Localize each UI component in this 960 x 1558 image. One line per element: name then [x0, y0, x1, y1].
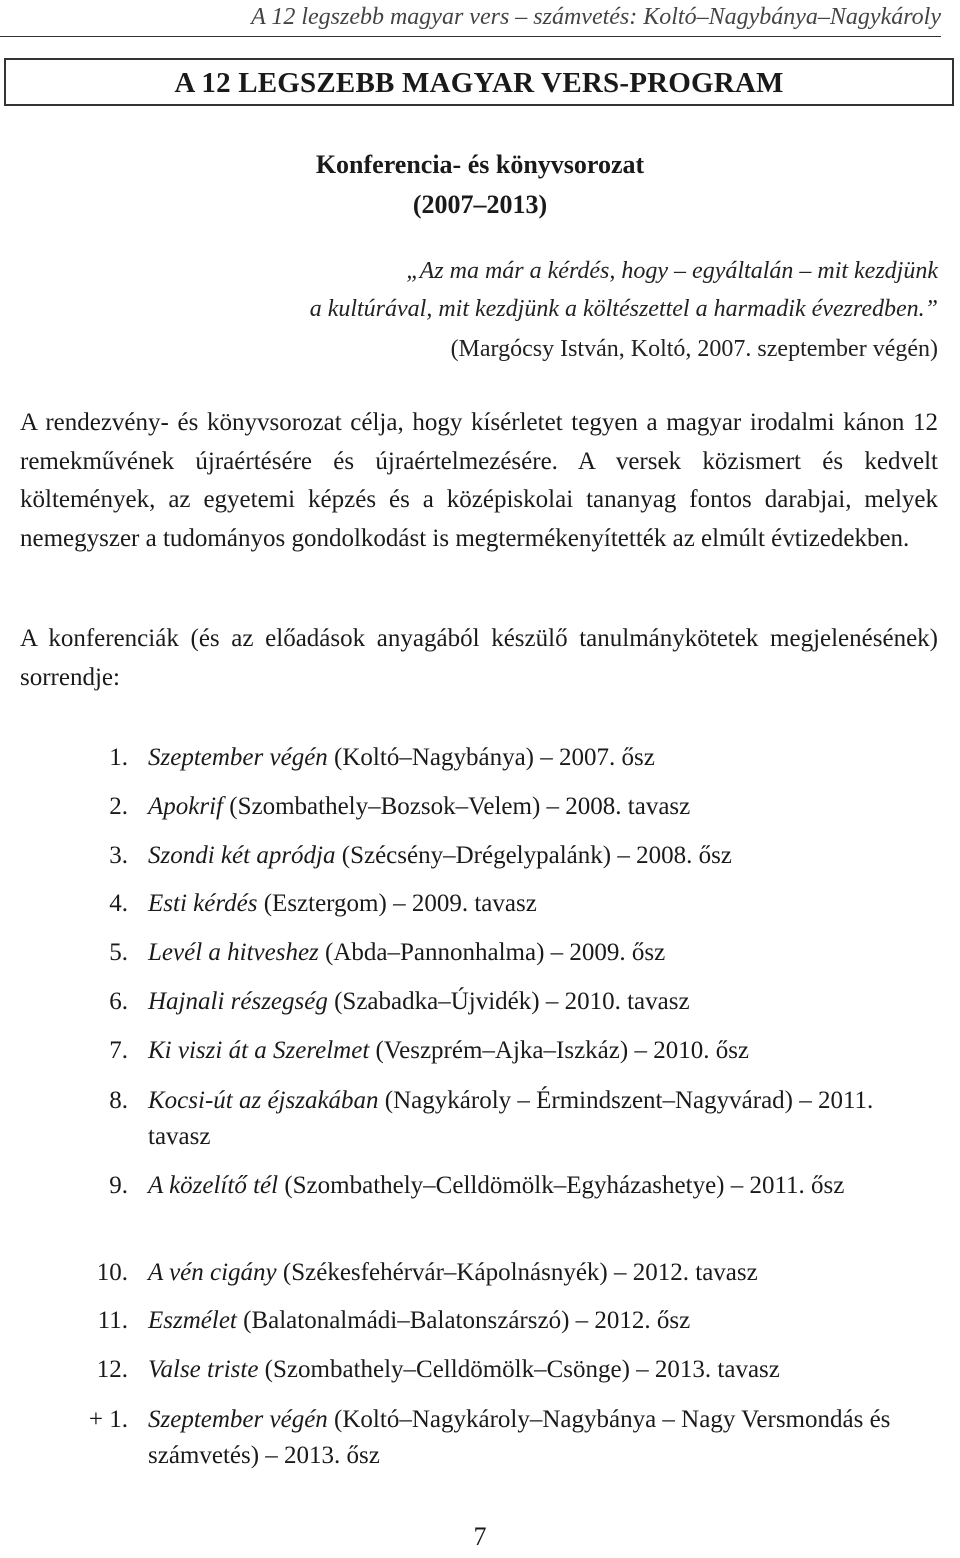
subtitle-years: (2007–2013) — [412, 190, 548, 219]
list-item-number: 12. — [96, 1356, 128, 1383]
list-item-details: (Szombathely–Bozsok–Velem) – 2008. tavasz — [223, 793, 691, 820]
poem-title: Kocsi-út az éjszakában — [148, 1087, 379, 1114]
list-item-number: 2. — [109, 793, 128, 820]
list-item-details: (Szabadka–Újvidék) – 2010. tavasz — [327, 988, 690, 1015]
list-item-number: 5. — [109, 939, 128, 966]
list-item-number: 3. — [109, 842, 128, 869]
poem-title: Szondi két apródja — [148, 842, 336, 869]
list-item-details: (Szombathely–Celldömölk–Egyházashetye) – 2011. ősz — [278, 1172, 845, 1199]
list-item-details: (Nagykároly – Érmindszent–Nagyvárad) – 2011. tavasz — [148, 1087, 874, 1150]
list-item-details: (Abda–Pannonhalma) – 2009. ősz — [318, 939, 666, 966]
quote-line-1: „Az ma már a kérdés, hogy – egyáltalán – mit kezdjünk — [406, 258, 938, 284]
list-item-number: 1. — [109, 744, 128, 771]
list-item-number: 8. — [109, 1087, 128, 1114]
poem-title: Hajnali részegség — [148, 988, 328, 1015]
page-number: 7 — [473, 1522, 487, 1551]
poem-title: Szeptember végén — [148, 1406, 328, 1433]
poem-title: Valse triste — [148, 1356, 259, 1383]
running-head: A 12 legszebb magyar vers – számvetés: Koltó–Nagybánya–Nagykároly — [0, 0, 941, 37]
list-item-details: (Szombathely–Celldömölk–Csönge) – 2013. tavasz — [258, 1356, 780, 1383]
list-item-details: (Szécsény–Drégelypalánk) – 2008. ősz — [335, 842, 732, 869]
poem-title: A közelítő tél — [148, 1172, 279, 1199]
poem-title: Eszmélet — [148, 1307, 237, 1334]
list-item-number: + 1. — [88, 1406, 128, 1433]
quote-line-2: a kultúrával, mit kezdjünk a költészettel a harmadik évezredben.” — [309, 296, 938, 322]
list-item-number: 9. — [109, 1172, 128, 1199]
order-paragraph: A konferenciák (és az előadások anyagából készülő tanulmánykötetek megjelenésének) sorrendje: — [20, 625, 938, 691]
list-item-number: 10. — [96, 1259, 128, 1286]
list-item-number: 6. — [109, 988, 128, 1015]
poem-title: Apokrif — [148, 793, 223, 820]
poem-title: Levél a hitveshez — [148, 939, 319, 966]
poem-title: Ki viszi át a Szerelmet — [148, 1037, 370, 1064]
list-item-number: 7. — [109, 1037, 128, 1064]
page-title: A 12 LEGSZEBB MAGYAR VERS-PROGRAM — [4, 58, 954, 106]
list-item-details: (Koltó–Nagybánya) – 2007. ősz — [327, 744, 655, 771]
list-item-details: (Székesfehérvár–Kápolnásnyék) – 2012. tavasz — [276, 1259, 758, 1286]
poem-title: Esti kérdés — [148, 890, 258, 917]
poem-title: Szeptember végén — [148, 744, 328, 771]
list-item-details: (Veszprém–Ajka–Iszkáz) – 2010. ősz — [369, 1037, 750, 1064]
list-item-details: (Koltó–Nagykároly–Nagybánya – Nagy Versmondás és számvetés) – 2013. ősz — [148, 1406, 891, 1469]
list-item-details: (Esztergom) – 2009. tavasz — [257, 890, 537, 917]
list-item-number: 11. — [97, 1307, 128, 1334]
list-item-number: 4. — [109, 890, 128, 917]
quote-source: (Margócsy István, Koltó, 2007. szeptember végén) — [450, 336, 938, 362]
intro-paragraph: A rendezvény- és könyvsorozat célja, hogy kísérletet tegyen a magyar irodalmi kánon 12 remekművének újraértésére és újraértelmezésére. A versek közismert és kedvelt költemények, az egyetemi képzés és a középiskolai tananyag fontos darabjai, melyek nemegyszer a tudományos gondolkodást is megtermékenyítették az elmúlt évtizedekben. — [20, 409, 938, 552]
list-item-details: (Balatonalmádi–Balatonszárszó) – 2012. ősz — [236, 1307, 691, 1334]
poem-title: A vén cigány — [148, 1259, 277, 1286]
subtitle-series: Konferencia- és könyvsorozat — [315, 150, 645, 179]
